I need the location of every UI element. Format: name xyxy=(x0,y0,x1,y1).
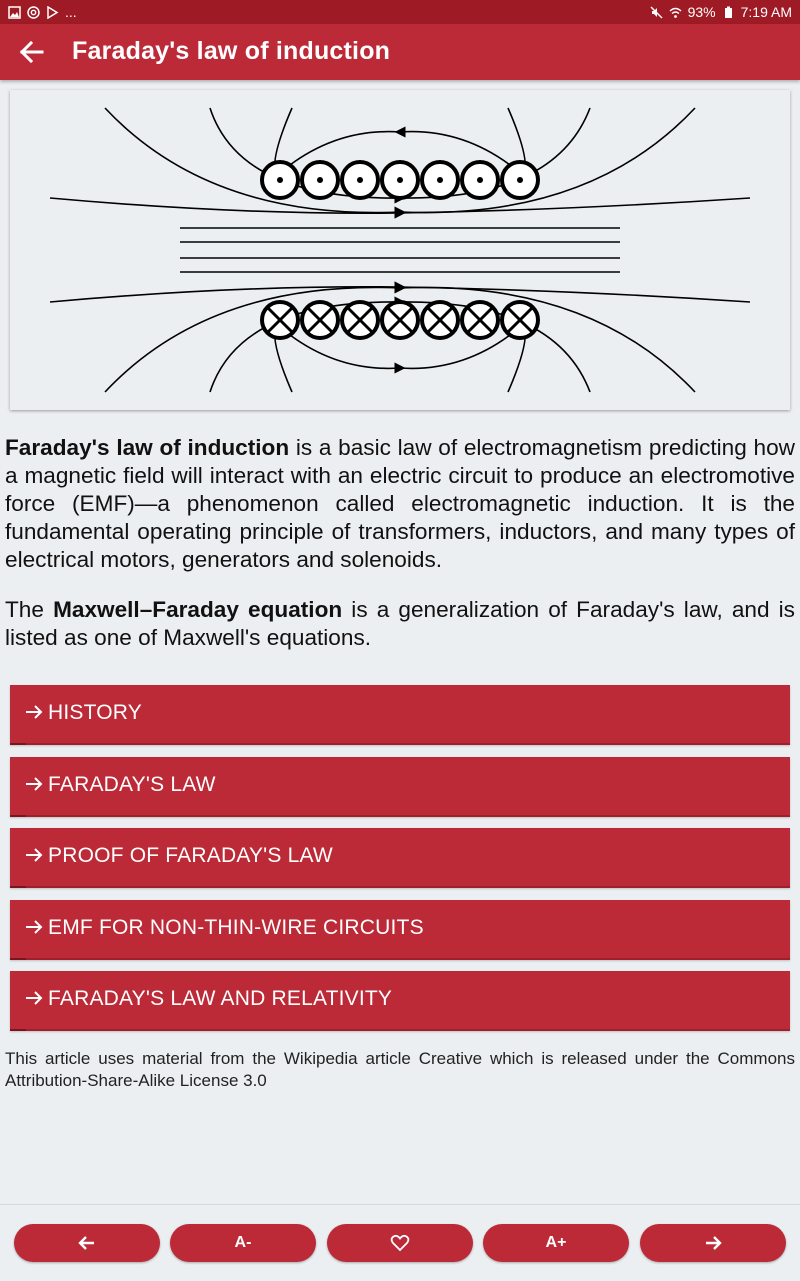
maxwell-pre: The xyxy=(5,597,54,622)
status-overflow: ... xyxy=(65,4,77,20)
at-sign-icon xyxy=(27,6,40,19)
back-arrow-icon[interactable] xyxy=(14,36,48,68)
font-smaller-button[interactable] xyxy=(170,1224,316,1262)
previous-button[interactable] xyxy=(14,1224,160,1262)
battery-percent: 93% xyxy=(687,4,716,20)
next-button[interactable] xyxy=(640,1224,786,1262)
license-note: This article uses material from the Wikipedia article Creative which is released under the Commons Attribution-Share-Alike License 3.0 xyxy=(5,1049,795,1090)
arrow-right-icon xyxy=(703,1233,723,1253)
favorite-button[interactable] xyxy=(327,1224,473,1262)
section-emf[interactable] xyxy=(10,900,790,960)
section-label: PROOF OF FARADAY'S LAW xyxy=(48,844,333,867)
section-history[interactable] xyxy=(10,685,790,745)
intro-paragraph xyxy=(5,434,795,574)
section-proof[interactable] xyxy=(10,828,790,888)
heart-icon xyxy=(390,1233,410,1253)
wifi-icon xyxy=(669,6,682,19)
intro-text: is a basic law of electromagnetism predicting how a magnetic field will interact with an electric circuit to produce an electromotive force (EMF)—a phenomenon called electromagnetic induction. It is the fundamental operating principle of transformers, inductors, and many types of electrical motors, generators and solenoids. xyxy=(5,435,795,572)
section-list xyxy=(10,685,790,1043)
play-store-icon xyxy=(46,6,59,19)
font-larger-button[interactable] xyxy=(483,1224,629,1262)
font-larger-label: A+ xyxy=(545,1234,567,1251)
solenoid-field-diagram xyxy=(10,90,790,410)
image-icon xyxy=(8,6,21,19)
maxwell-term: Maxwell–Faraday equation xyxy=(53,597,343,622)
app-bar xyxy=(0,24,800,80)
mute-icon xyxy=(650,6,663,19)
section-faradays-law[interactable] xyxy=(10,757,790,817)
battery-icon xyxy=(722,6,735,19)
section-label: FARADAY'S LAW AND RELATIVITY xyxy=(48,987,393,1010)
arrow-left-icon xyxy=(77,1233,97,1253)
section-label: FARADAY'S LAW xyxy=(48,772,216,796)
intro-term: Faraday's law of induction xyxy=(5,435,290,460)
maxwell-paragraph xyxy=(5,596,795,652)
maxwell-text: is a generalization of Faraday's law, and is listed as one of Maxwell's equations. xyxy=(5,597,795,650)
arrow-right-icon xyxy=(24,845,44,865)
section-label: HISTORY xyxy=(48,701,142,724)
arrow-right-icon xyxy=(24,774,44,794)
arrow-right-icon xyxy=(24,702,44,722)
section-label: EMF FOR NON-THIN-WIRE CIRCUITS xyxy=(48,915,424,939)
bottom-bar xyxy=(0,1204,800,1281)
article-body xyxy=(5,434,795,674)
arrow-right-icon xyxy=(24,988,44,1008)
status-time: 7:19 AM xyxy=(740,4,792,20)
font-smaller-label: A- xyxy=(234,1234,252,1251)
arrow-right-icon xyxy=(24,917,44,937)
section-relativity[interactable] xyxy=(10,971,790,1031)
status-bar xyxy=(0,0,800,24)
page-title: Faraday's law of induction xyxy=(72,37,391,65)
field-lines-svg xyxy=(10,90,790,410)
